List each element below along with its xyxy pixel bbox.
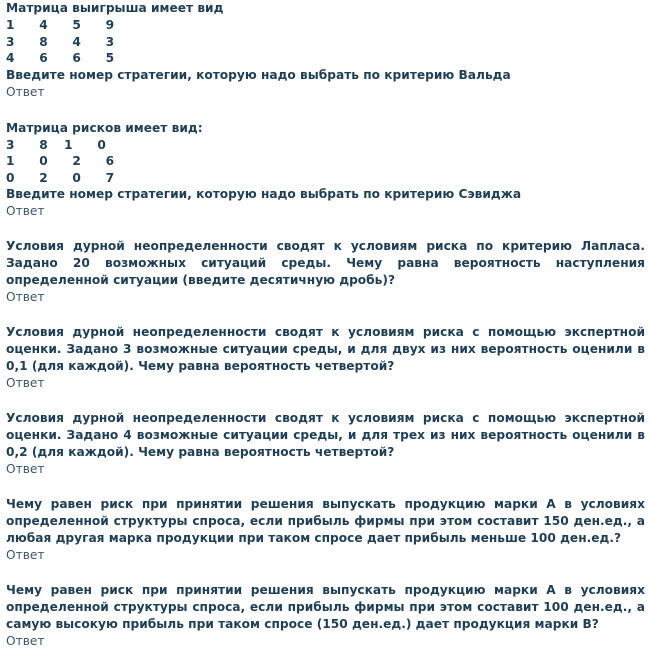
question-text: Чему равен риск при принятии решения выпускать продукцию марки А в условиях определенной структуры спроса, если прибыль фирмы при этом составит 100 ден.ед., а самую высокую прибыль при таком спросе (150 ден.ед.) дает продукция марки В?: [6, 583, 645, 631]
question-text: Чему равен риск при принятии решения выпускать продукцию марки А в условиях определенной структуры спроса, если прибыль фирмы при этом составит 150 ден.ед., а любая другая марка продукции при таком спросе дает прибыль меньше 100 ден.ед.?: [6, 497, 645, 545]
matrix-row: 1 4 5 9: [6, 18, 115, 32]
answer-link[interactable]: Ответ: [6, 548, 45, 562]
answer-link[interactable]: Ответ: [6, 204, 45, 218]
question-block-risk-150: [6, 496, 645, 563]
matrix-row: 1 0 2 6: [6, 154, 115, 168]
answer-link[interactable]: Ответ: [6, 462, 45, 476]
matrix-intro: Матрица рисков имеет вид:: [6, 120, 203, 135]
question-text: Условия дурной неопределенности сводят к условиям риска с помощью экспертной оценки. Задано 4 возможные ситуации среды, и для трех из них вероятность оценили в 0,2 (для каждой). Чему равна вероятность четвертой?: [6, 411, 645, 459]
matrix-row: 0 2 0 7: [6, 170, 115, 185]
answer-link[interactable]: Ответ: [6, 376, 45, 390]
answer-link[interactable]: Ответ: [6, 634, 45, 648]
question-text: Введите номер стратегии, которую надо выбрать по критерию Вальда: [6, 67, 511, 82]
question-block-expert-3: [6, 324, 645, 391]
question-block-risk-100: [6, 582, 645, 649]
question-block-expert-4: [6, 410, 645, 477]
matrix-row: 3 8 1 0: [6, 137, 106, 152]
question-block-wald: [6, 0, 645, 100]
answer-link[interactable]: Ответ: [6, 290, 45, 304]
question-text: Условия дурной неопределенности сводят к условиям риска по критерию Лапласа. Задано 20 возможных ситуаций среды. Чему равна вероятность наступления определенной ситуации (введите десятичную дробь)?: [6, 239, 645, 287]
matrix-row: 4 6 6 5: [6, 51, 115, 65]
question-text: Условия дурной неопределенности сводят к условиям риска с помощью экспертной оценки. Задано 3 возможные ситуации среды, и для двух из них вероятность оценили в 0,1 (для каждой). Чему равна вероятность четвертой?: [6, 325, 645, 373]
matrix-row: 3 8 4 3: [6, 34, 115, 49]
question-text: Введите номер стратегии, которую надо выбрать по критерию Сэвиджа: [6, 187, 522, 201]
question-block-savage: [6, 120, 645, 220]
question-block-laplace: [6, 238, 645, 305]
matrix-intro: Матрица выигрыша имеет вид: [6, 1, 224, 15]
answer-link[interactable]: Ответ: [6, 84, 45, 99]
